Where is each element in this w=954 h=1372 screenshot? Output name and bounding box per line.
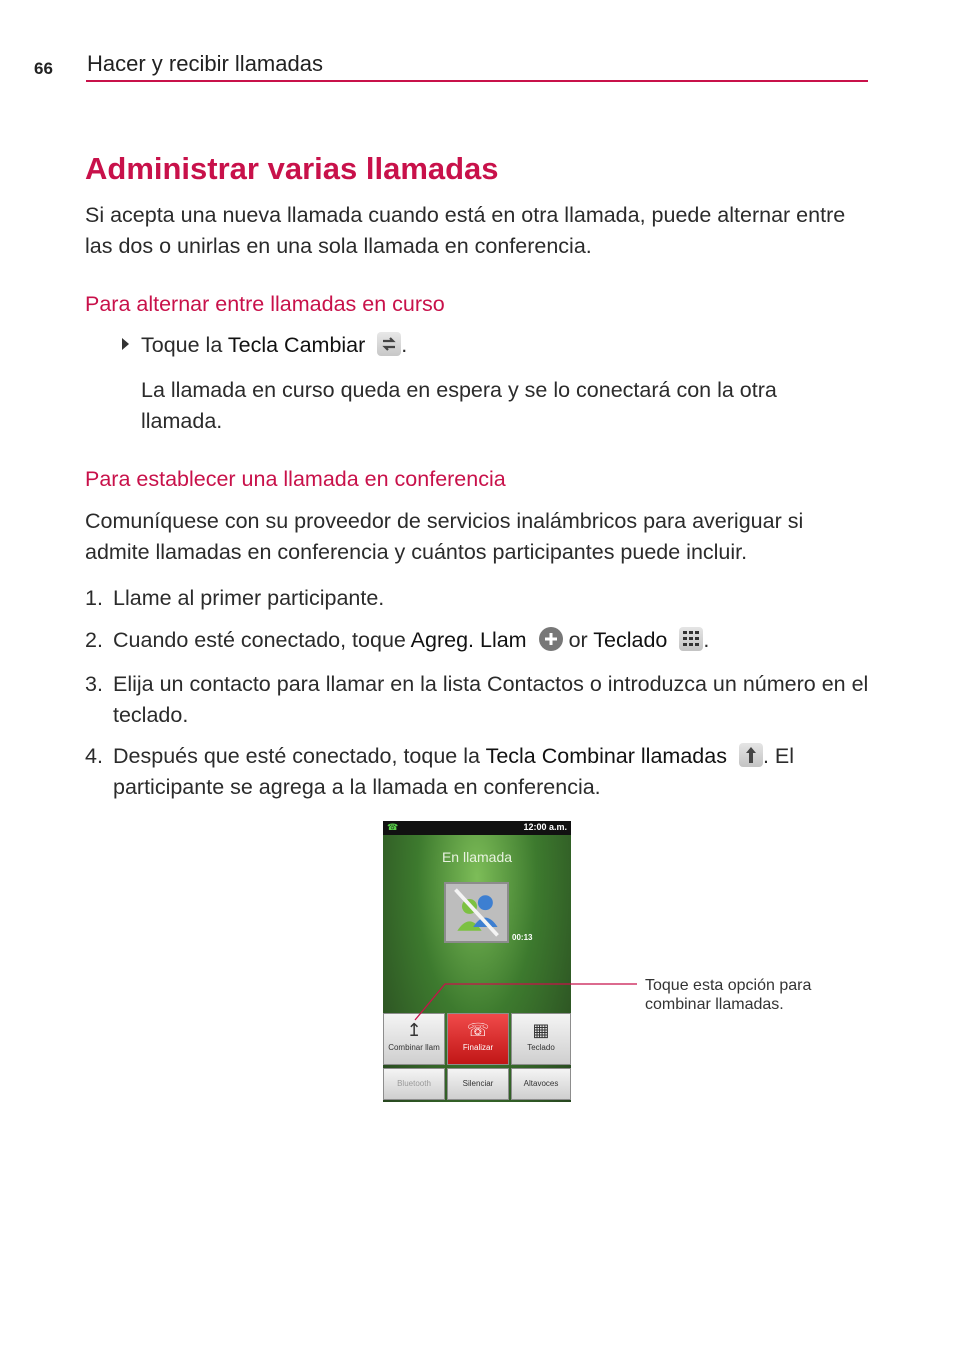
phone-screenshot [383, 821, 571, 1102]
page-number: 66 [34, 59, 53, 78]
conference-intro: Comuníquese con su proveedor de servicios inalámbricos para averiguar si admite llamadas en conferencia y cuántos participantes puede incluir. [85, 509, 804, 564]
call-controls-secondary [383, 1068, 571, 1100]
bluetooth-button[interactable] [383, 1068, 445, 1100]
swap-step-prefix: Toque la [141, 333, 223, 357]
bullet-arrow-icon [122, 338, 129, 350]
add-call-icon [539, 627, 563, 651]
swap-note: La llamada en curso queda en espera y se lo conectará con la otra llamada. [141, 378, 777, 433]
page-header [34, 50, 869, 82]
list-text [113, 625, 875, 656]
list-item [85, 669, 875, 731]
call-timer: 00:13 [512, 933, 533, 942]
list-text [113, 741, 875, 803]
add-call-key-label: Agreg. Llam [410, 628, 527, 652]
swap-heading: Para alternar entre llamadas en curso [85, 292, 445, 316]
swap-step [141, 330, 407, 361]
step4-suffix: . El participante se agrega a la llamada en conferencia. [113, 744, 795, 799]
button-label: Silenciar [462, 1079, 494, 1088]
callout-text: Toque esta opción para combinar llamadas. [645, 977, 812, 1013]
step2-mid: or [568, 628, 588, 652]
conference-heading: Para establecer una llamada en conferencia [85, 467, 506, 491]
button-label: Combinar llam [388, 1043, 440, 1052]
list-item [85, 583, 875, 614]
keypad-key-label: Teclado [593, 628, 668, 652]
mute-button[interactable] [447, 1068, 509, 1100]
call-controls-primary [383, 1013, 571, 1065]
phone-status-icon: ☎ [387, 822, 399, 832]
keypad-icon [679, 627, 703, 651]
list-item [85, 625, 875, 656]
conference-avatar-icon [446, 884, 507, 941]
merge-icon: ↥ [406, 1020, 422, 1040]
button-label: Bluetooth [397, 1079, 431, 1088]
swap-icon [377, 332, 401, 356]
list-text: Llame al primer participante. [113, 586, 385, 610]
page-title: Administrar varias llamadas [85, 151, 499, 186]
call-heading: En llamada [441, 849, 513, 865]
header-rule [86, 80, 868, 82]
button-label: Teclado [527, 1043, 555, 1052]
section-title: Hacer y recibir llamadas [87, 51, 323, 76]
list-text: Elija un contacto para llamar en la lista Contactos o introduzca un número en el teclado. [113, 672, 869, 727]
list-number: 3. [85, 672, 103, 696]
list-number: 1. [85, 586, 103, 610]
end-call-button[interactable] [447, 1013, 509, 1065]
keypad-button[interactable] [511, 1013, 571, 1065]
intro-paragraph: Si acepta una nueva llamada cuando está en otra llamada, puede alternar entre las dos o unirlas en una sola llamada en conferencia. [85, 203, 846, 258]
list-number: 4. [85, 744, 103, 768]
status-bar [383, 821, 571, 835]
merge-key-label: Tecla Combinar llamadas [485, 744, 727, 768]
swap-key-label: Tecla Cambiar [227, 333, 366, 357]
button-label: Altavoces [523, 1079, 559, 1088]
step2-prefix: Cuando esté conectado, toque [113, 628, 406, 652]
speaker-button[interactable] [511, 1068, 571, 1100]
status-time: 12:00 a.m. [523, 822, 567, 832]
keypad-icon: ▦ [532, 1020, 550, 1040]
step4-prefix: Después que esté conectado, toque la [113, 744, 480, 768]
contact-avatar [444, 882, 509, 943]
step2-suffix: . [703, 628, 710, 652]
merge-calls-icon [739, 743, 763, 767]
swap-step-suffix: . [401, 333, 408, 357]
list-number: 2. [85, 628, 103, 652]
merge-calls-button[interactable] [383, 1013, 445, 1065]
list-item [85, 741, 875, 803]
button-label: Finalizar [462, 1043, 494, 1052]
end-call-icon: ☏ [466, 1020, 490, 1040]
